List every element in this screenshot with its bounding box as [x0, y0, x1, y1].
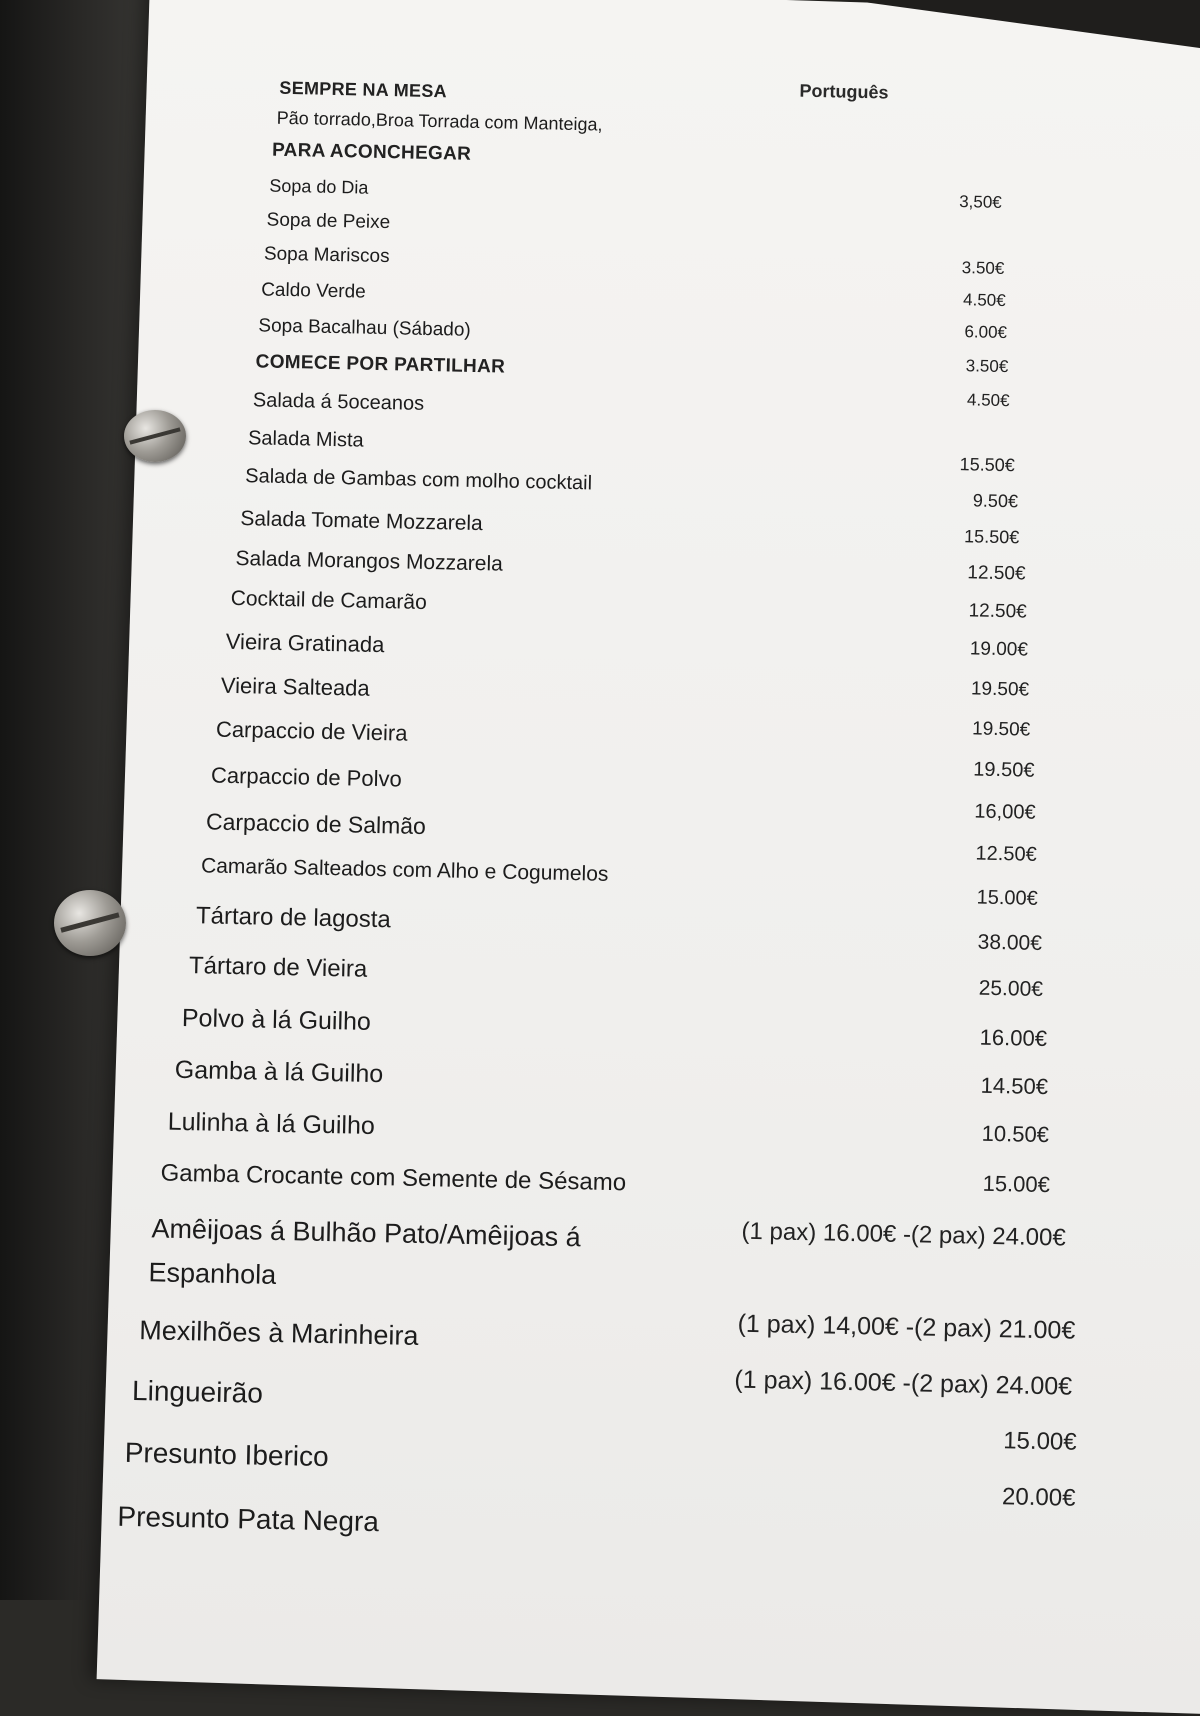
menu-item: Caldo Verde — [260, 279, 366, 303]
menu-item: Carpaccio de Salmão — [205, 808, 427, 840]
binder-screw-icon — [54, 890, 126, 956]
menu-price: 20.00€ — [1001, 1483, 1076, 1512]
menu-price: 19.50€ — [973, 758, 1035, 782]
menu-price: 19.50€ — [971, 718, 1031, 741]
menu-item: Lingueirão — [131, 1374, 264, 1409]
section-heading-para-aconchegar: PARA ACONCHEGAR — [271, 139, 472, 165]
menu-item: Presunto Iberico — [124, 1436, 329, 1473]
menu-item: Tártaro de lagosta — [195, 902, 392, 934]
menu-item: Espanhola — [148, 1257, 277, 1290]
menu-item: Carpaccio de Polvo — [210, 762, 403, 792]
menu-item: Mexilhões à Marinheira — [139, 1315, 419, 1351]
menu-item: Lulinha à lá Guilho — [167, 1107, 376, 1141]
section-heading-comece-por-partilhar: COMECE POR PARTILHAR — [255, 351, 506, 378]
menu-item: Camarão Salteados com Alho e Cogumelos — [200, 854, 609, 886]
menu-item: Amêijoas á Bulhão Pato/Amêijoas á — [151, 1213, 581, 1253]
menu-price: 25.00€ — [978, 976, 1044, 1001]
menu-item: Salada Morangos Mozzarela — [235, 546, 504, 576]
menu-item: Sopa Bacalhau (Sábado) — [258, 315, 471, 341]
menu-price-pax: (1 pax) 16.00€ -(2 pax) 24.00€ — [734, 1365, 1073, 1401]
menu-item: Salada Mista — [247, 427, 364, 452]
menu-price: 38.00€ — [977, 930, 1043, 955]
menu-price: 15.00€ — [976, 886, 1038, 910]
menu-price: 3.50€ — [961, 258, 1005, 279]
menu-item: Gamba Crocante com Semente de Sésamo — [160, 1159, 627, 1197]
menu-price: 12.50€ — [968, 600, 1027, 623]
menu-price-pax: (1 pax) 16.00€ -(2 pax) 24.00€ — [741, 1217, 1066, 1252]
menu-price: 19.50€ — [970, 678, 1030, 701]
menu-price: 9.50€ — [972, 490, 1019, 512]
menu-price-pax: (1 pax) 14,00€ -(2 pax) 21.00€ — [737, 1309, 1076, 1345]
menu-item: Salada Tomate Mozzarela — [240, 507, 483, 536]
menu-price: 3.50€ — [965, 356, 1009, 377]
menu-item: Sopa do Dia — [269, 175, 369, 198]
menu-item: Cocktail de Camarão — [230, 586, 428, 614]
menu-price: 14.50€ — [980, 1072, 1049, 1100]
menu-price: 19.00€ — [969, 638, 1029, 661]
menu-item: Tártaro de Vieira — [188, 952, 368, 983]
binder-screw-icon — [124, 410, 186, 462]
menu-price: 15.00€ — [982, 1170, 1051, 1198]
menu-price: 16,00€ — [974, 800, 1036, 824]
menu-price: 12.50€ — [967, 562, 1026, 585]
menu-item: Carpaccio de Vieira — [215, 716, 408, 746]
menu-item: Gamba à lá Guilho — [174, 1055, 384, 1089]
menu-item: Sopa de Peixe — [266, 209, 391, 234]
page-top-binder-edge — [798, 0, 1200, 64]
menu-item: Sopa Mariscos — [263, 243, 390, 268]
menu-item: Salada de Gambas com molho cocktail — [245, 465, 593, 495]
menu-item: Polvo à lá Guilho — [181, 1003, 372, 1036]
menu-item: Vieira Salteada — [220, 672, 370, 701]
menu-price: 12.50€ — [975, 842, 1037, 866]
menu-price: 3,50€ — [958, 192, 1002, 212]
menu-price: 16.00€ — [979, 1024, 1048, 1052]
section-heading-sempre-na-mesa: SEMPRE NA MESA — [279, 77, 448, 102]
menu-price: 15.50€ — [963, 526, 1020, 548]
menu-price: 10.50€ — [981, 1120, 1050, 1148]
menu-price: 4.50€ — [966, 390, 1010, 411]
menu-price: 15.50€ — [959, 454, 1015, 476]
menu-price: 15.00€ — [1002, 1427, 1077, 1456]
menu-item: Vieira Gratinada — [225, 628, 385, 658]
menu-price: 6.00€ — [964, 322, 1008, 343]
sempre-na-mesa-text: Pão torrado,Broa Torrada com Manteiga, — [276, 107, 603, 135]
language-label: Português — [799, 80, 889, 103]
menu-item: Presunto Pata Negra — [117, 1500, 380, 1538]
menu-item: Salada á 5oceanos — [252, 389, 425, 415]
menu-price: 4.50€ — [962, 290, 1006, 311]
